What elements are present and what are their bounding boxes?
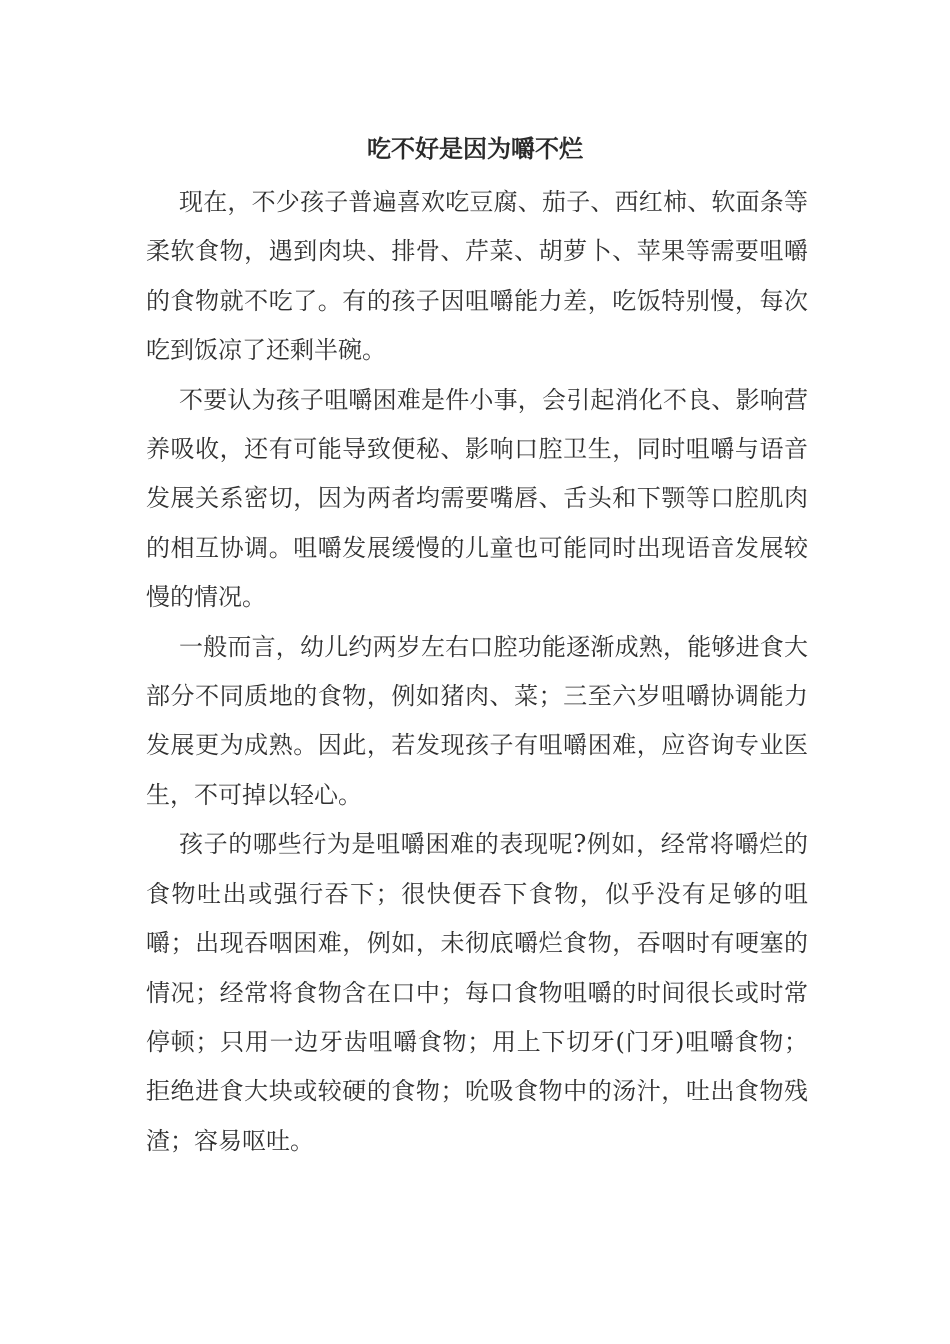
document-body xyxy=(146,178,808,1166)
paragraph-2: 不要认为孩子咀嚼困难是件小事，会引起消化不良、影响营养吸收，还有可能导致便秘、影响口腔卫生，同时咀嚼与语音发展关系密切，因为两者均需要嘴唇、舌头和下颚等口腔肌肉的相互协调。咀嚼发展缓慢的儿童也可能同时出现语音发展较慢的情况。 xyxy=(146,385,808,612)
paragraph-4: 孩子的哪些行为是咀嚼困难的表现呢?例如，经常将嚼烂的食物吐出或强行吞下；很快便吞下食物，似乎没有足够的咀嚼；出现吞咽困难，例如，未彻底嚼烂食物，吞咽时有哽塞的情况；经常将食物含在口中；每口食物咀嚼的时间很长或时常停顿；只用一边牙齿咀嚼食物；用上下切牙(门牙)咀嚼食物；拒绝进食大块或较硬的食物；吮吸食物中的汤汁，吐出食物残渣；容易呕吐。 xyxy=(146,830,808,1155)
paragraph-1: 现在，不少孩子普遍喜欢吃豆腐、茄子、西红柿、软面条等柔软食物，遇到肉块、排骨、芹菜、胡萝卜、苹果等需要咀嚼的食物就不吃了。有的孩子因咀嚼能力差，吃饭特别慢，每次吃到饭凉了还剩半碗。 xyxy=(146,188,808,365)
paragraph-3: 一般而言，幼儿约两岁左右口腔功能逐渐成熟，能够进食大部分不同质地的食物，例如猪肉、菜；三至六岁咀嚼协调能力发展更为成熟。因此，若发现孩子有咀嚼困难，应咨询专业医生，不可掉以轻心。 xyxy=(146,632,808,809)
document-title: 吃不好是因为嚼不烂 xyxy=(367,134,583,163)
